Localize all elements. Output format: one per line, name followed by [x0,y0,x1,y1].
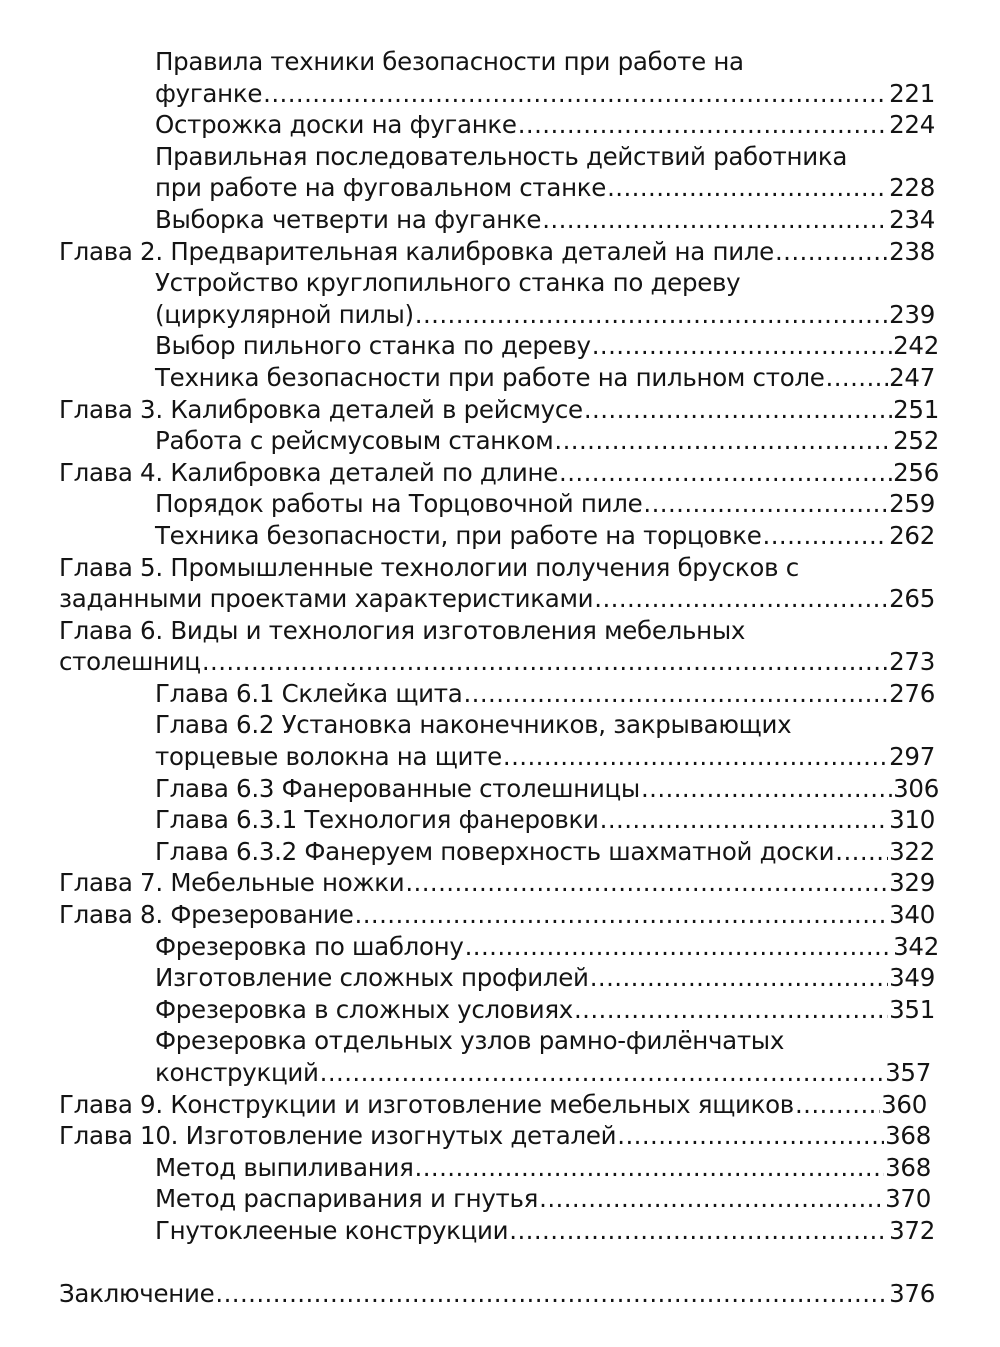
toc-entry-title: Работа с рейсмусовым станком [155,426,554,456]
toc-entry[interactable] [0,236,935,268]
toc-entry-row [155,1152,931,1184]
dot-leader [592,330,892,362]
toc-entry-title: Глава 7. Мебельные ножки [59,868,405,898]
toc-entry[interactable] [0,46,935,109]
toc-entry[interactable] [0,931,939,963]
toc-entry-row [155,1215,935,1247]
toc-entry-page-number: 310 [889,805,935,835]
toc-entry-conclusion[interactable] [0,1278,935,1310]
toc-entry-row [155,804,935,836]
toc-entry-row [59,1278,935,1310]
toc-entry-page-number: 372 [889,1215,935,1245]
toc-entry-title-line: Устройство круглопильного станка по дереву [155,268,741,298]
toc-entry-title-line: Правильная последовательность действий работника [155,141,848,171]
dot-leader [415,299,888,331]
dot-leader [465,931,893,963]
toc-entry-row [155,836,935,868]
dot-leader [320,1057,885,1089]
toc-entry[interactable] [0,1183,931,1215]
toc-entry-row [155,362,935,394]
toc-entry-title: фуганке [155,78,263,108]
toc-entry-title: Метод распаривания и гнутья [155,1184,539,1214]
toc-entry-row [155,425,939,457]
toc-entry[interactable] [0,330,939,362]
toc-entry-row [155,1057,931,1089]
toc-entry-title: Глава 3. Калибровка деталей в рейсмусе [59,394,583,424]
toc-entry-page-number: 329 [889,868,935,898]
dot-leader [405,867,888,899]
toc-entry-page-number: 306 [893,773,939,803]
toc-entry-page-number: 256 [893,457,939,487]
toc-entry-page-number: 368 [885,1121,931,1151]
dot-leader [415,1152,885,1184]
toc-entry-title: Глава 9. Конструкции и изготовление мебельных ящиков [59,1089,794,1119]
toc-entry-page-number: 349 [889,963,935,993]
toc-entry[interactable] [0,678,935,710]
toc-entry-page-number: 376 [889,1278,935,1308]
toc-entry-page-number: 234 [889,204,935,234]
toc-entry-page-number: 228 [889,173,935,203]
dot-leader [202,646,888,678]
toc-entry-row [155,962,935,994]
toc-entry-row [59,867,935,899]
dot-leader [835,836,888,868]
dot-leader [641,773,892,805]
toc-entry-page-number: 370 [885,1184,931,1214]
toc-entry-row [155,78,935,110]
toc-entry-title: Выбор пильного станка по дереву [155,331,591,361]
dot-leader [539,1183,884,1215]
toc-entry-row [59,1120,931,1152]
toc-entry-title: Глава 6.3 Фанерованные столешницы [155,773,640,803]
dot-leader [559,457,892,489]
toc-entry-page-number: 259 [889,489,935,519]
toc-entry-title: Фрезеровка в сложных условиях [155,994,573,1024]
toc-entry-title: Порядок работы на Торцовочной пиле [155,489,643,519]
toc-entry-row [155,773,939,805]
dot-leader [826,362,889,394]
toc-spacer [0,1247,1000,1278]
toc-entry-title: Техника безопасности, при работе на торцовке [155,520,762,550]
toc-entry-title: Глава 10. Изготовление изогнутых деталей [59,1121,617,1151]
toc-entry-row [155,1183,931,1215]
toc-entry-row [155,931,939,963]
dot-leader [574,994,888,1026]
toc-entry-title-line: Правила техники безопасности при работе на [155,47,744,76]
toc-entry-page-number: 276 [889,678,935,708]
toc-entry[interactable] [0,1089,927,1121]
toc-entry-row [59,583,935,615]
dot-leader [503,741,888,773]
toc-entry-page-number: 252 [893,426,939,456]
toc-entry-row [155,994,935,1026]
toc-entry[interactable] [0,836,935,868]
toc-entry-title: Заключение [59,1278,215,1308]
toc-entry-row [59,646,935,678]
toc-entry-row [155,520,935,552]
toc-entry-page-number: 368 [885,1152,931,1182]
dot-leader [763,520,889,552]
toc-entry[interactable] [0,552,935,615]
toc-entry-row [155,299,935,331]
dot-leader [600,804,888,836]
toc-entry-title: Изготовление сложных профилей [155,963,589,993]
toc-entry[interactable] [0,709,935,772]
dot-leader [795,1089,880,1121]
toc-entry[interactable] [0,520,935,552]
toc-entry-row [155,330,939,362]
toc-entry-row [59,899,935,931]
toc-entry-title-line: Глава 5. Промышленные технологии получения брусков с [59,552,799,582]
dot-leader [554,425,892,457]
toc-entry[interactable] [0,773,939,805]
toc-entry-page-number: 273 [889,647,935,677]
toc-entry-title: Глава 4. Калибровка деталей по длине [59,457,559,487]
dot-leader [215,1278,888,1310]
toc-entry[interactable] [0,994,935,1026]
toc-entry[interactable] [0,867,935,899]
toc-entry-page-number: 251 [893,394,939,424]
toc-entry-row [59,457,939,489]
toc-entry-page-number: 239 [889,299,935,329]
toc-entry-page-number: 238 [889,236,935,266]
toc-entry-title: столешниц [59,647,201,677]
toc-entry-row [155,172,935,204]
toc-entry-title: (циркулярной пилы) [155,299,414,329]
toc-entry-row [59,236,935,268]
toc-entry-title-line: Глава 6.2 Установка наконечников, закрывающих [155,710,792,740]
toc-entry-page-number: 342 [893,931,939,961]
toc-entry-title-line: Фрезеровка отдельных узлов рамно-филёнчатых [155,1026,785,1056]
toc-entry-page-number: 262 [889,520,935,550]
toc-entry-title: Техника безопасности при работе на пильном столе [155,362,825,392]
toc-entry-title: Глава 2. Предварительная калибровка деталей на пиле [59,236,774,266]
toc-entry[interactable] [0,1215,935,1247]
toc-entry-title: Метод выпиливания [155,1152,414,1182]
toc-entry-page-number: 221 [889,78,935,108]
dot-leader [584,394,892,426]
dot-leader [617,1120,884,1152]
toc-entry-title: Глава 6.3.2 Фанеруем поверхность шахматной доски [155,836,835,866]
toc-entry-title: торцевые волокна на щите [155,742,502,772]
toc-entry-page-number: 297 [889,742,935,772]
toc-entry-title: конструкций [155,1058,319,1087]
toc-entry[interactable] [0,899,935,931]
dot-leader [509,1215,888,1247]
toc-entry-row [155,741,935,773]
toc-entry-page-number: 351 [889,994,935,1024]
toc-entry[interactable] [0,1152,931,1184]
toc-entry-title: Гнутоклееные конструкции [155,1215,509,1245]
dot-leader [263,78,888,110]
toc-entry-row [155,678,935,710]
dot-leader [355,899,889,931]
toc-entry-page-number: 340 [889,900,935,930]
toc-entry[interactable] [0,457,939,489]
toc-entry[interactable] [0,488,935,520]
toc-entry-row [155,109,935,141]
toc-entry[interactable] [0,394,939,426]
dot-leader [775,236,888,268]
dot-leader [594,583,888,615]
toc-entry-row [155,204,935,236]
dot-leader [607,172,888,204]
toc-entry-page-number: 265 [889,584,935,614]
toc-entry-title: Глава 6.1 Склейка щита [155,678,463,708]
toc-entry[interactable] [0,109,935,141]
dot-leader [518,109,888,141]
toc-entry-page-number: 242 [893,331,939,361]
toc-entry-title: при работе на фуговальном станке [155,173,607,203]
toc-entry-title: заданными проектами характеристиками [59,584,594,614]
toc-entry[interactable] [0,362,935,394]
dot-leader [590,962,888,994]
toc-entry[interactable] [0,141,935,204]
toc-entry[interactable] [0,804,935,836]
toc-entry[interactable] [0,1025,931,1088]
toc-entry-title: Выборка четверти на фуганке [155,204,542,234]
dot-leader [542,204,888,236]
toc-entry[interactable] [0,204,935,236]
toc-entry-page-number: 322 [889,836,935,866]
toc-entry[interactable] [0,425,939,457]
toc-entry-row [59,1089,927,1121]
toc-entry-row [59,394,939,426]
toc-entry-title: Фрезеровка по шаблону [155,931,464,961]
toc-entry-page-number: 247 [889,362,935,392]
toc-entry[interactable] [0,267,935,330]
toc-entry-page-number: 357 [885,1058,931,1087]
toc-entry-page-number: 360 [881,1089,927,1119]
toc-entry-row [155,488,935,520]
dot-leader [463,678,888,710]
toc-entry-title: Глава 8. Фрезерование [59,900,354,930]
table-of-contents [0,46,1000,1309]
toc-entry-title: Глава 6.3.1 Технология фанеровки [155,805,599,835]
toc-entry-page-number: 224 [889,110,935,140]
toc-entry[interactable] [0,962,935,994]
toc-entry[interactable] [0,615,935,678]
toc-entry-title: Острожка доски на фуганке [155,110,517,140]
toc-entry-title-line: Глава 6. Виды и технология изготовления мебельных [59,615,746,645]
dot-leader [643,488,888,520]
toc-entry[interactable] [0,1120,931,1152]
